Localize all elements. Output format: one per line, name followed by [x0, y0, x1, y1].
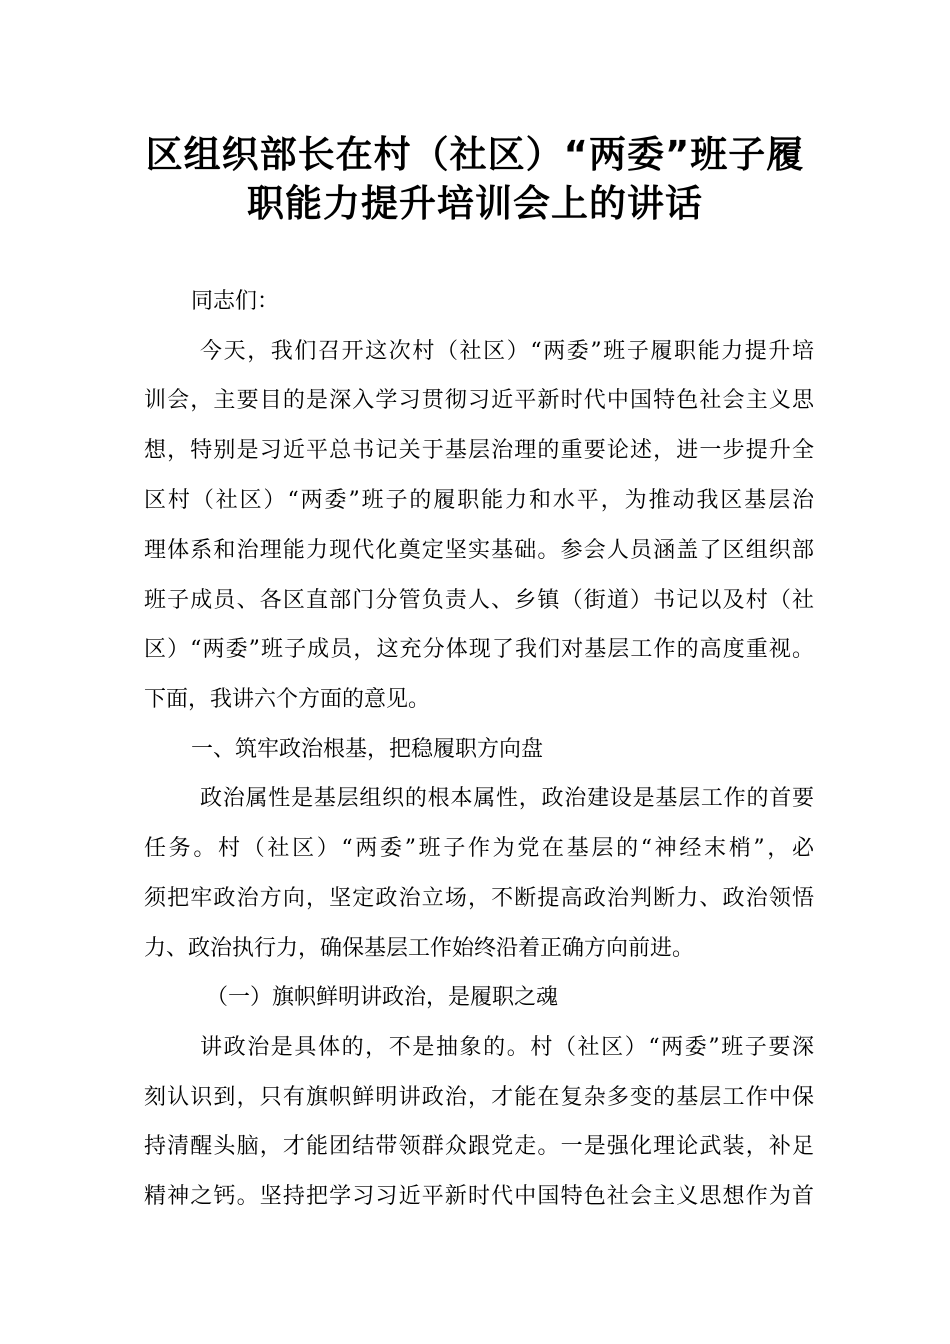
paragraph-line: 持清醒头脑，才能团结带领群众跟党走。一是强化理论武装，补足	[144, 1134, 814, 1159]
paragraph-line: 区）“两委”班子成员，这充分体现了我们对基层工作的高度重视。	[144, 637, 814, 662]
paragraph-line: 今天，我们召开这次村（社区）“两委”班子履职能力提升培	[200, 339, 814, 364]
document-title-line-2: 职能力提升培训会上的讲话	[247, 182, 703, 225]
paragraph-line: 班子成员、各区直部门分管负责人、乡镇（街道）书记以及村（社	[144, 588, 814, 613]
paragraph-line: 精神之钙。坚持把学习习近平新时代中国特色社会主义思想作为首	[144, 1184, 814, 1209]
paragraph-line: 须把牢政治方向，坚定政治立场，不断提高政治判断力、政治领悟	[144, 886, 814, 911]
paragraph-line: 下面，我讲六个方面的意见。	[144, 687, 431, 712]
paragraph-line: 任务。村（社区）“两委”班子作为党在基层的“神经末梢”，必	[144, 836, 814, 861]
paragraph-line: 想，特别是习近平总书记关于基层治理的重要论述，进一步提升全	[144, 438, 814, 463]
paragraph-line: 区村（社区）“两委”班子的履职能力和水平，为推动我区基层治	[144, 488, 814, 513]
paragraph-line: 讲政治是具体的，不是抽象的。村（社区）“两委”班子要深	[200, 1035, 814, 1060]
paragraph-line: 刻认识到，只有旗帜鲜明讲政治，才能在复杂多变的基层工作中保	[144, 1085, 814, 1110]
document-title-line-1: 区组织部长在村（社区）“两委”班子履	[145, 133, 805, 176]
salutation: 同志们：	[191, 289, 280, 314]
subsection-heading: （一）旗帜鲜明讲政治，是履职之魂	[206, 985, 559, 1010]
paragraph-line: 政治属性是基层组织的根本属性，政治建设是基层工作的首要	[200, 786, 814, 811]
paragraph-line: 力、政治执行力，确保基层工作始终沿着正确方向前进。	[144, 936, 695, 961]
paragraph-line: 训会，主要目的是深入学习贯彻习近平新时代中国特色社会主义思	[144, 388, 814, 413]
paragraph-line: 理体系和治理能力现代化奠定坚实基础。参会人员涵盖了区组织部	[144, 538, 814, 563]
section-heading: 一、筑牢政治根基，把稳履职方向盘	[191, 737, 544, 762]
